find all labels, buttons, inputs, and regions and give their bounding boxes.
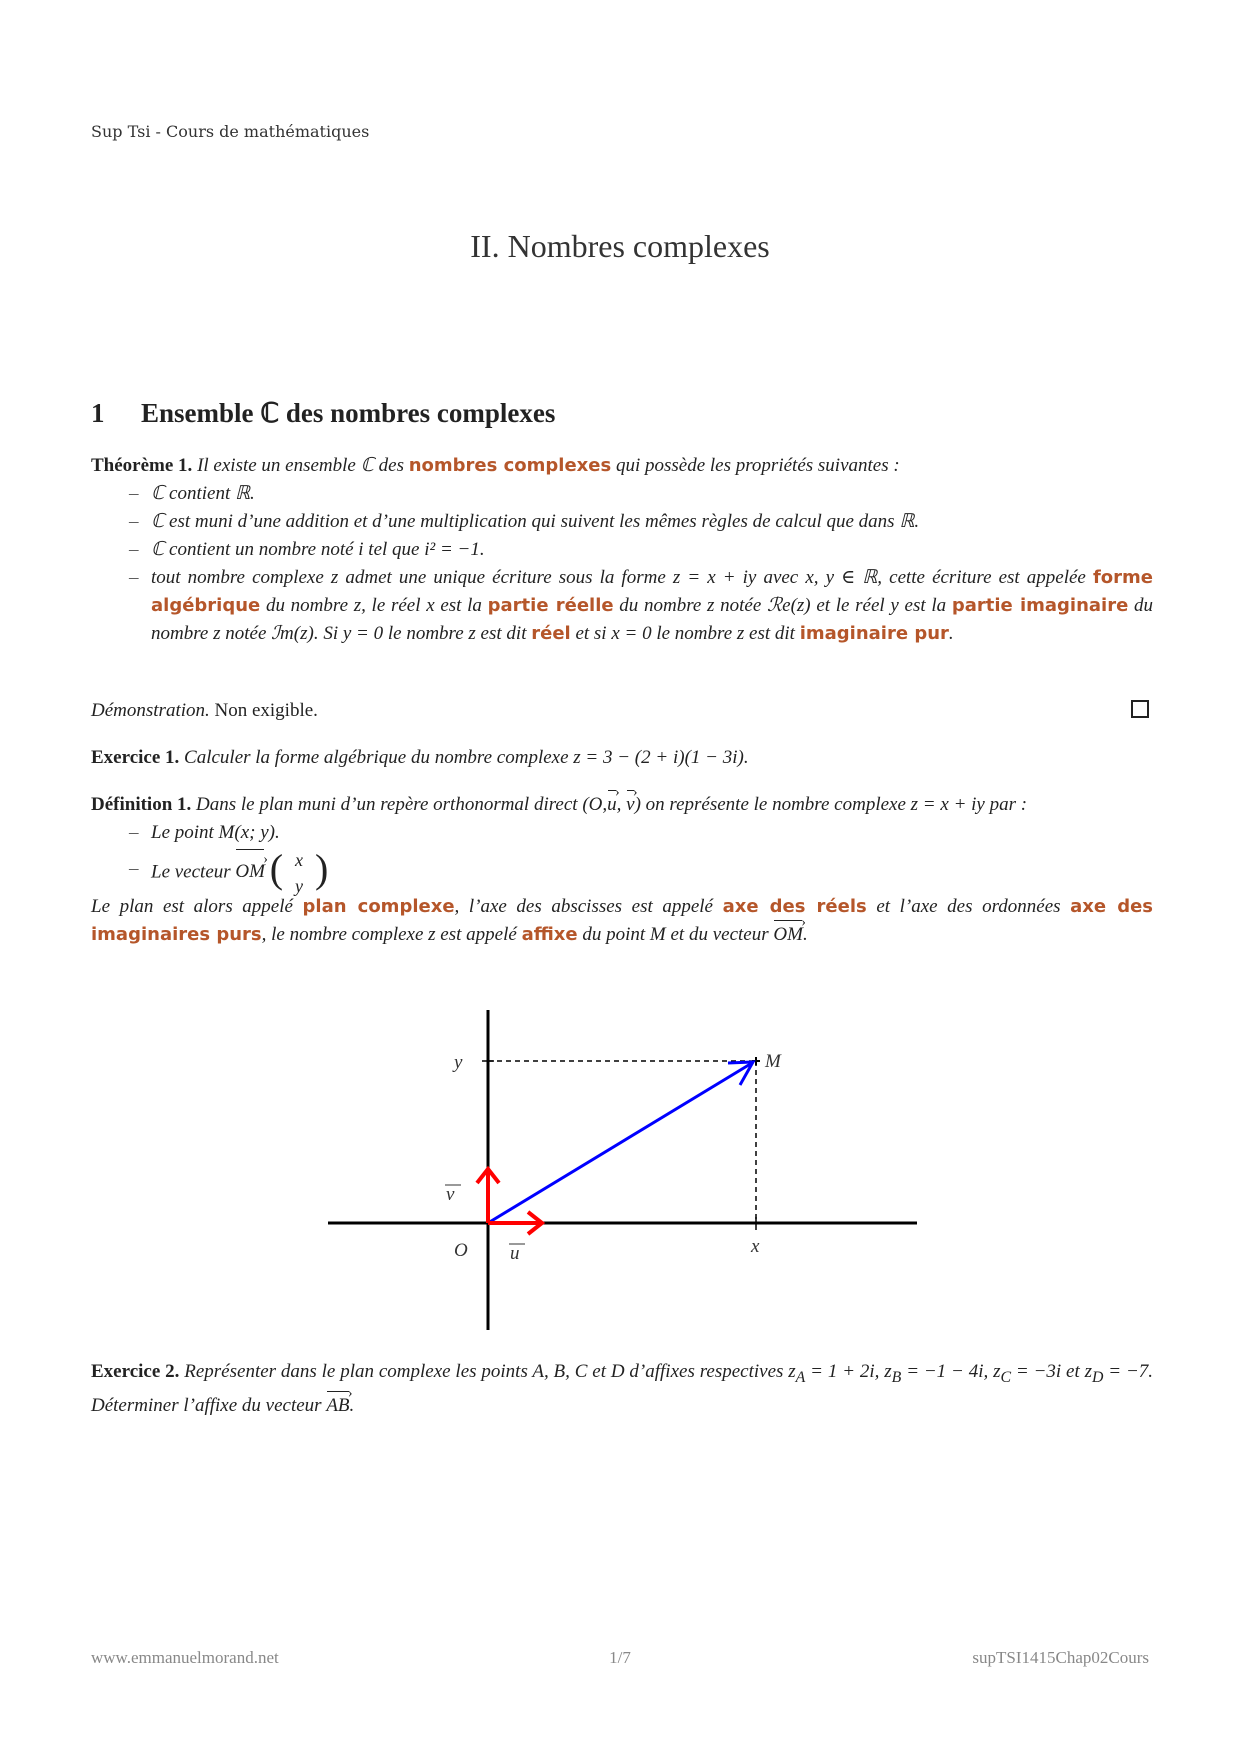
footer-file-name: supTSI1415Chap02Cours (972, 1648, 1149, 1667)
text: Dans le plan muni d’un repère orthonormal direct (O, (196, 794, 608, 815)
text: ) on représente le nombre complexe z = x + iy par : (634, 794, 1028, 815)
vector-u: u › (607, 791, 617, 819)
text: . (802, 924, 808, 945)
definition-text (91, 893, 1153, 949)
theorem-intro (91, 452, 1153, 480)
keyword-axe-des-reels: axe des réels (722, 896, 867, 917)
text: du nombre z notée ℛe(z) et le réel y est la (619, 595, 947, 616)
theorem-list (91, 480, 1153, 648)
keyword-nombres-complexes: nombres complexes (408, 455, 612, 476)
text: et si x = 0 le nombre z est dit (575, 623, 795, 644)
text: . (349, 1394, 355, 1416)
text: , (616, 794, 622, 815)
footer-website: www.emmanuelmorand.net (91, 1648, 279, 1667)
exercise-2-text (91, 1361, 1153, 1416)
chapter-title: II. Nombres complexes (470, 228, 770, 264)
subscript: A (795, 1368, 806, 1386)
vector-om: OM › (773, 921, 803, 949)
keyword-axe-des-imaginaires-purs: axe des imaginaires purs (91, 896, 1154, 945)
complex-plane-figure (320, 1005, 925, 1335)
col-y: y (295, 876, 304, 896)
exercise-2-label: Exercice 2. (91, 1361, 180, 1382)
section-heading (91, 398, 555, 429)
running-header: Sup Tsi - Cours de mathématiques (91, 122, 370, 141)
label-m: M (765, 1051, 781, 1072)
definition-block (91, 791, 1153, 949)
vector-om: OM › (235, 850, 265, 894)
theorem-intro-end: qui possède les propriétés suivantes : (615, 455, 900, 476)
proof-label: Démonstration. (91, 700, 210, 721)
theorem-label: Théorème 1. (91, 455, 193, 476)
text: tout nombre complexe z admet une unique écriture sous la forme z = x + iy avec x, y ∈ ℝ, cette écriture est appelée (151, 567, 1086, 588)
text: du nombre z, le réel x est la (265, 595, 482, 616)
text: du point M et du vecteur (582, 924, 769, 945)
text: = −1 − 4i, z (906, 1361, 1001, 1382)
keyword-plan-complexe: plan complexe (302, 896, 455, 917)
section-number: 1 (91, 398, 105, 428)
definition-item-point: – Le point M(x; y). (129, 819, 1153, 847)
theorem-item: – ℂ contient un nombre noté i tel que i² = −1. (129, 536, 1153, 564)
text: . (948, 623, 954, 644)
keyword-partie-reelle: partie réelle (487, 595, 614, 616)
theorem-item: – ℂ est muni d’une addition et d’une multiplication qui suivent les mêmes règles de calcul que dans ℝ. (129, 508, 1153, 536)
text: = −3i et z (1015, 1361, 1092, 1382)
definition-item-vector (129, 846, 1153, 896)
text: et l’axe des ordonnées (876, 896, 1061, 917)
definition-list (91, 819, 1153, 896)
label-u: u (510, 1243, 520, 1264)
keyword-forme-algebrique: forme algébrique (151, 567, 1154, 616)
footer-page-number: 1/7 (609, 1648, 631, 1667)
text: Représenter dans le plan complexe les points A, B, C et D d’affixes respectives z (184, 1361, 796, 1382)
text: , l’axe des abscisses est appelé (454, 896, 713, 917)
section-title: Ensemble ℂ des nombres complexes (141, 398, 556, 428)
definition-label: Définition 1. (91, 794, 192, 815)
theorem-block (91, 452, 1153, 648)
theorem-item: – ℂ contient ℝ. (129, 480, 1153, 508)
theorem-item-last (129, 564, 1153, 648)
label-o: O (454, 1240, 468, 1261)
subscript: B (891, 1368, 902, 1386)
keyword-imaginaire-pur: imaginaire pur (799, 623, 949, 644)
exercise-1-text: Calculer la forme algébrique du nombre complexe z = 3 − (2 + i)(1 − 3i). (184, 747, 749, 768)
text: , le nombre complexe z est appelé (261, 924, 517, 945)
exercise-1-label: Exercice 1. (91, 747, 180, 768)
proof-text: Non exigible. (214, 700, 318, 721)
text: du nombre z notée ℐm(z). Si y = 0 le nombre z est dit (151, 595, 1153, 644)
keyword-affixe: affixe (521, 924, 578, 945)
exercise-1 (91, 744, 1153, 772)
subscript: D (1092, 1368, 1104, 1386)
vector-v: v › (626, 791, 634, 819)
theorem-intro-text: Il existe un ensemble ℂ des (197, 455, 404, 476)
col-x: x (295, 850, 304, 870)
exercise-2 (91, 1358, 1153, 1420)
text: Le plan est alors appelé (91, 896, 293, 917)
proof-block (91, 697, 1153, 725)
keyword-partie-imaginaire: partie imaginaire (951, 595, 1129, 616)
column-vector: ( x y ) (269, 846, 329, 896)
vector-ab: AB › (326, 1392, 349, 1420)
qed-square-icon (1131, 700, 1149, 718)
text: = −7. Déterminer l’affixe du vecteur (91, 1361, 1154, 1416)
subscript: C (1000, 1368, 1012, 1386)
label-y: y (454, 1052, 463, 1073)
vector-om-arrow (488, 1063, 752, 1223)
text: Le vecteur (151, 861, 231, 883)
definition-intro (91, 791, 1153, 819)
keyword-reel: réel (531, 623, 571, 644)
label-x: x (751, 1236, 760, 1257)
text: = 1 + 2i, z (810, 1361, 892, 1382)
label-v: v (446, 1184, 455, 1205)
